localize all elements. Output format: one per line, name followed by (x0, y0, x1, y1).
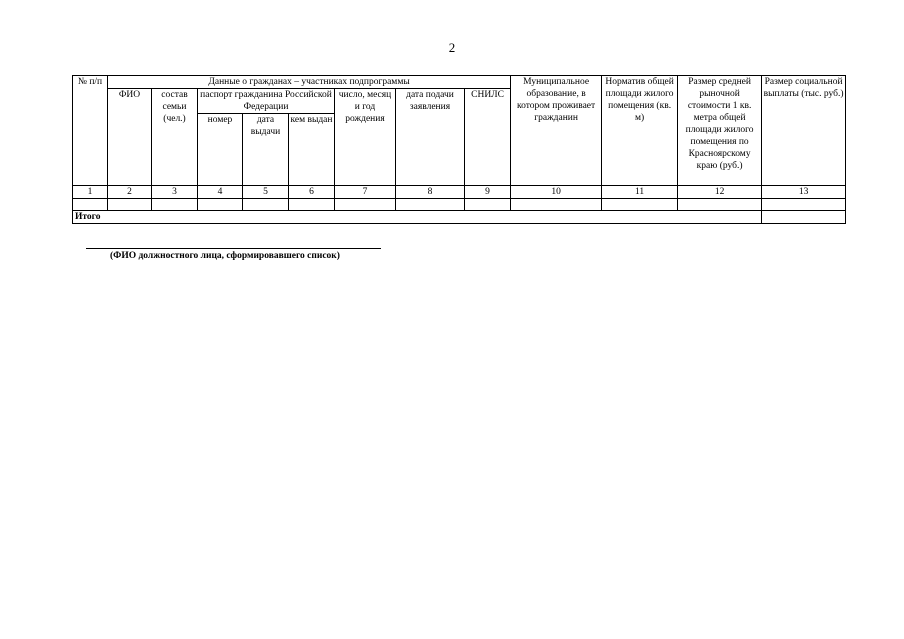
table-cell (289, 199, 335, 211)
column-number: 4 (198, 186, 243, 199)
column-number: 3 (152, 186, 198, 199)
table-cell (678, 199, 762, 211)
column-number: 12 (678, 186, 762, 199)
header-num: № п/п (73, 76, 108, 186)
table-cell (243, 199, 289, 211)
header-passport-number: номер (198, 114, 243, 186)
column-number: 9 (465, 186, 511, 199)
header-norm: Норматив общей площади жилого помещения (кв. м) (602, 76, 678, 186)
column-number: 5 (243, 186, 289, 199)
table-cell (73, 199, 108, 211)
table-cell (198, 199, 243, 211)
table-cell (762, 199, 846, 211)
column-number: 11 (602, 186, 678, 199)
page-number: 2 (448, 40, 456, 55)
column-numbers-row (73, 186, 846, 199)
table-cell (465, 199, 511, 211)
table-cell (152, 199, 198, 211)
table-cell (108, 199, 152, 211)
table-cell (335, 199, 396, 211)
table-cell (511, 199, 602, 211)
table-cell (396, 199, 465, 211)
header-municipality: Муниципальное образование, в котором проживает гражданин (511, 76, 602, 186)
header-avg-cost: Размер средней рыночной стоимости 1 кв. метра общей площади жилого помещения по Красноярскому краю (руб.) (678, 76, 762, 186)
column-number: 7 (335, 186, 396, 199)
total-row (73, 211, 846, 224)
total-label: Итого (73, 211, 762, 224)
table-row (73, 199, 846, 211)
column-number: 10 (511, 186, 602, 199)
header-group-title: Данные о гражданах – участниках подпрограммы (108, 76, 511, 89)
header-application-date: дата подачи заявления (396, 89, 465, 186)
column-number: 1 (73, 186, 108, 199)
header-fio: ФИО (108, 89, 152, 186)
header-passport-issued: кем выдан (289, 114, 335, 186)
total-value-cell (762, 211, 846, 224)
table-cell (602, 199, 678, 211)
column-number: 6 (289, 186, 335, 199)
header-snils: СНИЛС (465, 89, 511, 186)
column-number: 13 (762, 186, 846, 199)
signature-caption: (ФИО должностного лица, сформировавшего список) (110, 251, 340, 261)
header-birth: число, месяц и год рождения (335, 89, 396, 186)
citizens-list-table (72, 75, 846, 224)
signature-line (86, 248, 381, 249)
header-payment: Размер социальной выплаты (тыс. руб.) (762, 76, 846, 186)
column-number: 8 (396, 186, 465, 199)
header-family: состав семьи (чел.) (152, 89, 198, 186)
header-passport: паспорт гражданина Российской Федерации (198, 89, 335, 114)
header-passport-date: дата выдачи (243, 114, 289, 186)
column-number: 2 (108, 186, 152, 199)
